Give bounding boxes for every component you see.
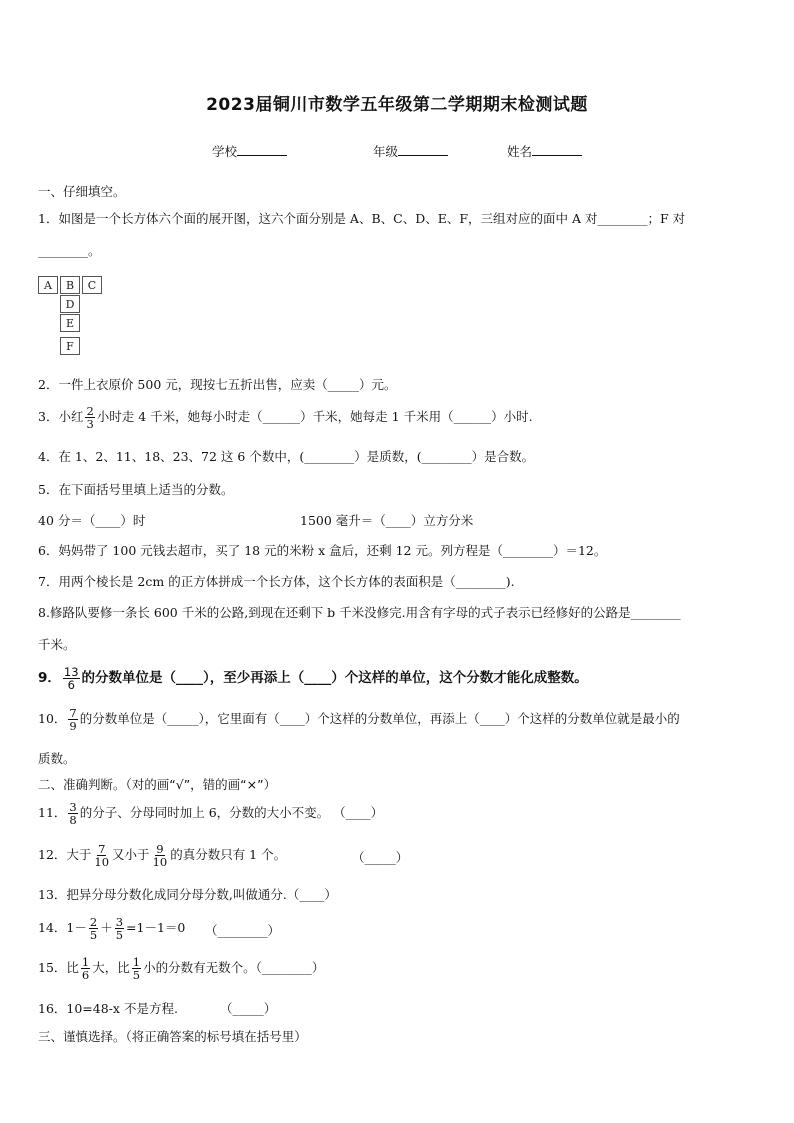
fraction <box>68 707 77 732</box>
section-3-heading: 三、谨慎选择。（将正确答案的标号填在括号里） <box>38 1029 307 1044</box>
numerator: 7 <box>69 706 77 720</box>
question-5b: 1500 毫升＝（____）立方分米 <box>300 513 474 528</box>
denominator: 10 <box>152 855 168 869</box>
numerator: 3 <box>69 800 77 814</box>
question-5a: 40 分＝（____）时 <box>38 513 146 528</box>
q11-suffix: 的分子、分母同时加上 6，分数的大小不变。 （____） <box>79 805 384 820</box>
numerator: 2 <box>86 404 94 418</box>
denominator: 9 <box>69 719 77 733</box>
net-face-e: E <box>60 314 80 332</box>
q9-suffix: 的分数单位是（____），至少再添上（____）个这样的单位，这个分数才能化成整数。 <box>81 670 588 686</box>
fraction <box>152 843 169 868</box>
fraction <box>132 956 141 981</box>
q9-prefix: 9． <box>38 670 61 686</box>
school-label: 学校 <box>212 144 238 159</box>
question-7: 7．用两个棱长是 2cm 的正方体拼成一个长方体，这个长方体的表面积是（________). <box>38 574 515 589</box>
q14-prefix: 14．1－ <box>38 920 87 935</box>
question-4: 4．在 1、2、11、18、23、72 这 6 个数中，(________）是质数，(________）是合数。 <box>38 449 535 464</box>
fraction <box>85 405 94 430</box>
q15-middle: 大，比 <box>92 960 130 975</box>
question-8-line-2: 千米。 <box>38 637 76 652</box>
question-3 <box>38 403 533 431</box>
question-2: 2．一件上衣原价 500 元，现按七五折出售，应卖（_____）元。 <box>38 377 397 392</box>
numerator: 1 <box>132 955 141 969</box>
name-field <box>507 142 582 160</box>
question-1-line-2: ________。 <box>38 243 101 258</box>
denominator: 5 <box>132 968 141 982</box>
grade-blank[interactable] <box>398 143 448 156</box>
question-10 <box>38 704 680 734</box>
numerator: 9 <box>156 842 164 856</box>
net-face-f: F <box>60 337 80 355</box>
net-face-d: D <box>60 295 80 313</box>
question-16: 16．10=48-x 不是方程. <box>38 1001 178 1016</box>
school-blank[interactable] <box>237 143 287 156</box>
denominator: 3 <box>86 417 94 431</box>
question-8-line-1: 8.修路队要修一条长 600 千米的公路,到现在还剩下 b 千米没修完.用含有字母的式子表示已经修好的公路是________ <box>38 605 681 620</box>
section-1-heading: 一、仔细填空。 <box>38 184 126 199</box>
numerator: 2 <box>89 915 98 929</box>
q11-prefix: 11． <box>38 805 67 820</box>
numerator: 7 <box>98 842 106 856</box>
denominator: 8 <box>69 813 77 827</box>
question-12 <box>38 840 286 870</box>
name-blank[interactable] <box>532 143 582 156</box>
q3-suffix: 小时走 4 千米，她每小时走（______）千米，她每走 1 千米用（______）小时. <box>96 409 533 424</box>
name-label: 姓名 <box>507 144 533 159</box>
q10-prefix: 10． <box>38 711 67 726</box>
question-11 <box>38 798 383 828</box>
question-15 <box>38 953 324 983</box>
section-2-heading: 二、准确判断。（对的画“√”，错的画“×”） <box>38 777 277 792</box>
question-16-answer: （_____） <box>220 1001 277 1016</box>
question-5: 5．在下面括号里填上适当的分数。 <box>38 482 234 497</box>
fraction <box>81 956 90 981</box>
numerator: 13 <box>63 664 79 679</box>
denominator: 5 <box>115 928 124 942</box>
q12-prefix: 12．大于 <box>38 847 92 862</box>
numerator: 1 <box>81 955 90 969</box>
fraction <box>89 916 98 941</box>
q12-suffix: 的真分数只有 1 个。 <box>170 847 287 862</box>
grade-field <box>373 142 448 160</box>
denominator: 6 <box>81 968 90 982</box>
net-face-c: C <box>82 276 102 294</box>
numerator: 3 <box>115 915 124 929</box>
fraction <box>115 916 124 941</box>
question-12-answer: （_____） <box>352 850 409 865</box>
question-14 <box>38 913 185 943</box>
q10-suffix: 的分数单位是（_____），它里面有（____）个这样的分数单位，再添上（____）个这样的分数单位就是最小的 <box>79 711 680 726</box>
school-field <box>212 142 287 160</box>
grade-label: 年级 <box>373 144 399 159</box>
q3-prefix: 3．小红 <box>38 409 84 424</box>
question-6: 6．妈妈带了 100 元钱去超市，买了 18 元的米粉 x 盒后，还剩 12 元。列方程是（________）＝12。 <box>38 543 607 558</box>
denominator: 10 <box>94 855 110 869</box>
q15-suffix: 小的分数有无数个。（________） <box>143 960 325 975</box>
net-face-b: B <box>60 276 80 294</box>
q14-suffix: =1－1＝0 <box>126 920 186 935</box>
fraction <box>68 801 77 826</box>
question-13: 13．把异分母分数化成同分母分数,叫做通分.（____） <box>38 887 337 902</box>
denominator: 6 <box>67 677 75 692</box>
fraction <box>63 666 80 691</box>
net-face-a: A <box>38 276 58 294</box>
page-title: 2023届铜川市数学五年级第二学期期末检测试题 <box>206 95 588 115</box>
question-14-answer: （________） <box>205 923 281 938</box>
q12-middle: 又小于 <box>112 847 150 862</box>
question-9 <box>38 663 588 693</box>
question-10-line-2: 质数。 <box>38 751 76 766</box>
denominator: 5 <box>89 928 98 942</box>
q15-prefix: 15．比 <box>38 960 79 975</box>
question-1-line-1: 1．如图是一个长方体六个面的展开图，这六个面分别是 A、B、C、D、E、F，三组对应的面中 A 对________；F 对 <box>38 211 686 226</box>
fraction <box>93 843 110 868</box>
q14-middle: ＋ <box>100 920 113 935</box>
